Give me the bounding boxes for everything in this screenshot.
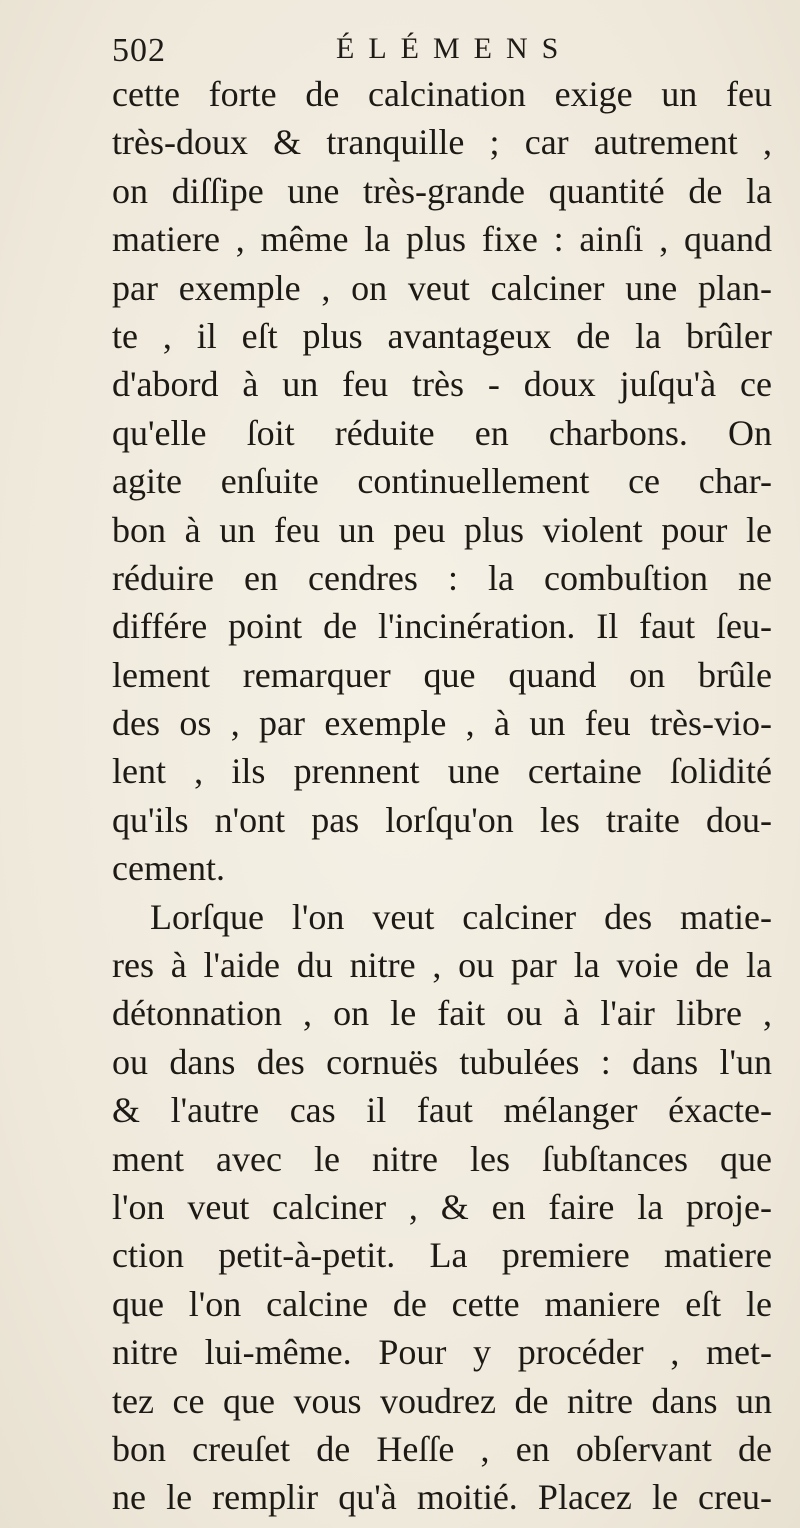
- running-head: ÉLÉMENS: [336, 32, 573, 65]
- text-line: res à l'aide du nitre , ou par la voie de la: [112, 945, 772, 986]
- text-line: matiere , même la plus fixe : ainſi , quand: [112, 219, 772, 260]
- text-line: lement remarquer que quand on brûle: [112, 654, 772, 695]
- text-line-paragraph-start: Lorſque l'on veut calciner des matie-: [150, 896, 772, 937]
- text-line: qu'ils n'ont pas lorſqu'on les traite dou-: [112, 799, 772, 840]
- body-text: [112, 70, 772, 1522]
- text-line: des os , par exemple , à un feu très-vio-: [112, 703, 772, 744]
- text-line: très-doux & tranquille ; car autrement ,: [112, 122, 772, 163]
- text-line: nitre lui-même. Pour y procéder , met-: [112, 1332, 772, 1373]
- text-line: ction petit-à-petit. La premiere matiere: [112, 1235, 772, 1276]
- text-line: bon à un feu un peu plus violent pour le: [112, 509, 772, 550]
- text-line: réduire en cendres : la combuſtion ne: [112, 557, 772, 598]
- text-line: qu'elle ſoit réduite en charbons. On: [112, 412, 772, 453]
- text-line: te , il eſt plus avantageux de la brûler: [112, 315, 772, 356]
- text-line: agite enſuite continuellement ce char-: [112, 461, 772, 502]
- text-line: lent , ils prennent une certaine ſolidité: [112, 751, 772, 792]
- text-line-paragraph-end: cement.: [112, 848, 225, 889]
- text-line: que l'on calcine de cette maniere eſt le: [112, 1283, 772, 1324]
- text-line: bon creuſet de Heſſe , en obſervant de: [112, 1428, 772, 1469]
- text-line: ment avec le nitre les ſubſtances que: [112, 1138, 772, 1179]
- text-line: par exemple , on veut calciner une plan-: [112, 267, 772, 308]
- text-line: l'on veut calciner , & en faire la proje-: [112, 1186, 772, 1227]
- text-line: & l'autre cas il faut mélanger éxacte-: [112, 1090, 772, 1131]
- text-line: on diſſipe une très-grande quantité de la: [112, 170, 772, 211]
- text-line: différe point de l'incinération. Il faut ſeu-: [112, 606, 772, 647]
- text-line: tez ce que vous voudrez de nitre dans un: [112, 1380, 772, 1421]
- text-line: détonnation , on le fait ou à l'air libre ,: [112, 993, 772, 1034]
- text-line: cette forte de calcination exige un feu: [112, 74, 772, 114]
- text-line: ou dans des cornuës tubulées : dans l'un: [112, 1041, 772, 1082]
- text-line: ne le remplir qu'à moitié. Placez le creu-: [112, 1477, 772, 1518]
- text-line: d'abord à un feu très - doux juſqu'à ce: [112, 364, 772, 405]
- page-number: 502: [112, 32, 166, 69]
